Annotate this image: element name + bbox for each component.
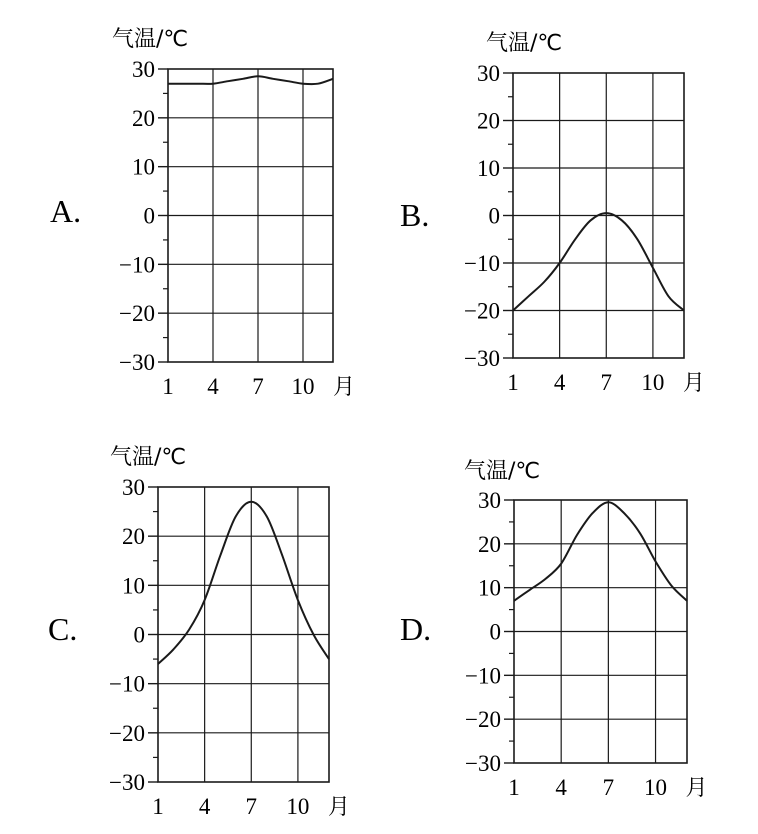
- x-tick-label: 7: [245, 794, 258, 819]
- x-tick-label: 10: [291, 374, 315, 399]
- x-tick-label: 1: [162, 374, 174, 399]
- y-tick-label: −30: [119, 350, 155, 375]
- temperature-line: [158, 502, 329, 664]
- y-axis-label: 气温/℃: [486, 31, 563, 56]
- x-tick-label: 7: [600, 370, 613, 395]
- y-tick-label: 30: [132, 57, 155, 82]
- y-tick-label: 10: [132, 154, 155, 180]
- option-letter: B.: [400, 197, 430, 233]
- y-tick-label: 10: [122, 573, 145, 599]
- x-tick-label: 10: [644, 775, 668, 800]
- y-tick-label: 20: [122, 524, 145, 550]
- temperature-line: [168, 76, 333, 84]
- y-tick-label: 0: [489, 619, 501, 645]
- y-tick-label: 10: [477, 156, 500, 181]
- y-tick-label: −10: [119, 252, 155, 278]
- temperature-line: [514, 502, 687, 601]
- x-tick-label: 10: [286, 794, 310, 819]
- y-tick-label: −20: [119, 301, 155, 327]
- y-tick-label: −10: [109, 671, 145, 697]
- chart-4: [400, 459, 708, 801]
- option-letter: D.: [400, 611, 432, 647]
- y-tick-label: 20: [477, 108, 500, 134]
- y-tick-label: 0: [488, 203, 500, 229]
- y-tick-label: −30: [464, 346, 500, 371]
- x-tick-label: 1: [152, 794, 164, 819]
- y-axis-label: 气温/℃: [110, 445, 187, 470]
- x-tick-label: 4: [555, 775, 567, 800]
- y-tick-label: −20: [109, 720, 145, 746]
- temperature-line: [513, 213, 684, 310]
- y-tick-label: 0: [143, 203, 155, 229]
- y-tick-label: −20: [465, 707, 501, 733]
- option-letter: C.: [48, 611, 78, 647]
- y-axis-label: 气温/℃: [112, 27, 189, 52]
- y-tick-label: −20: [464, 298, 500, 324]
- y-tick-label: 20: [478, 531, 501, 557]
- x-unit-label: 月: [327, 795, 350, 820]
- chart-1: [50, 27, 355, 400]
- y-tick-label: 0: [133, 622, 145, 648]
- chart-2: [400, 31, 705, 396]
- y-tick-label: 20: [132, 105, 155, 131]
- x-tick-label: 1: [507, 370, 519, 395]
- y-axis-label: 气温/℃: [464, 459, 541, 484]
- x-tick-label: 7: [602, 775, 615, 800]
- x-tick-label: 4: [553, 370, 566, 395]
- chart-3: [48, 445, 350, 820]
- x-tick-label: 10: [641, 370, 665, 395]
- x-tick-label: 4: [198, 794, 211, 819]
- y-tick-label: −30: [465, 751, 501, 776]
- x-tick-label: 1: [508, 775, 520, 800]
- y-tick-label: 30: [478, 488, 501, 513]
- x-unit-label: 月: [682, 371, 705, 396]
- x-tick-label: 7: [252, 374, 264, 399]
- y-tick-label: 30: [477, 61, 500, 86]
- y-tick-label: −10: [465, 663, 501, 689]
- y-tick-label: −30: [109, 770, 145, 795]
- y-tick-label: 10: [478, 575, 501, 601]
- y-tick-label: −10: [464, 251, 500, 276]
- x-tick-label: 4: [207, 374, 219, 399]
- y-tick-label: 30: [122, 475, 145, 500]
- option-letter: A.: [50, 193, 82, 229]
- x-unit-label: 月: [333, 375, 356, 400]
- x-unit-label: 月: [685, 776, 708, 801]
